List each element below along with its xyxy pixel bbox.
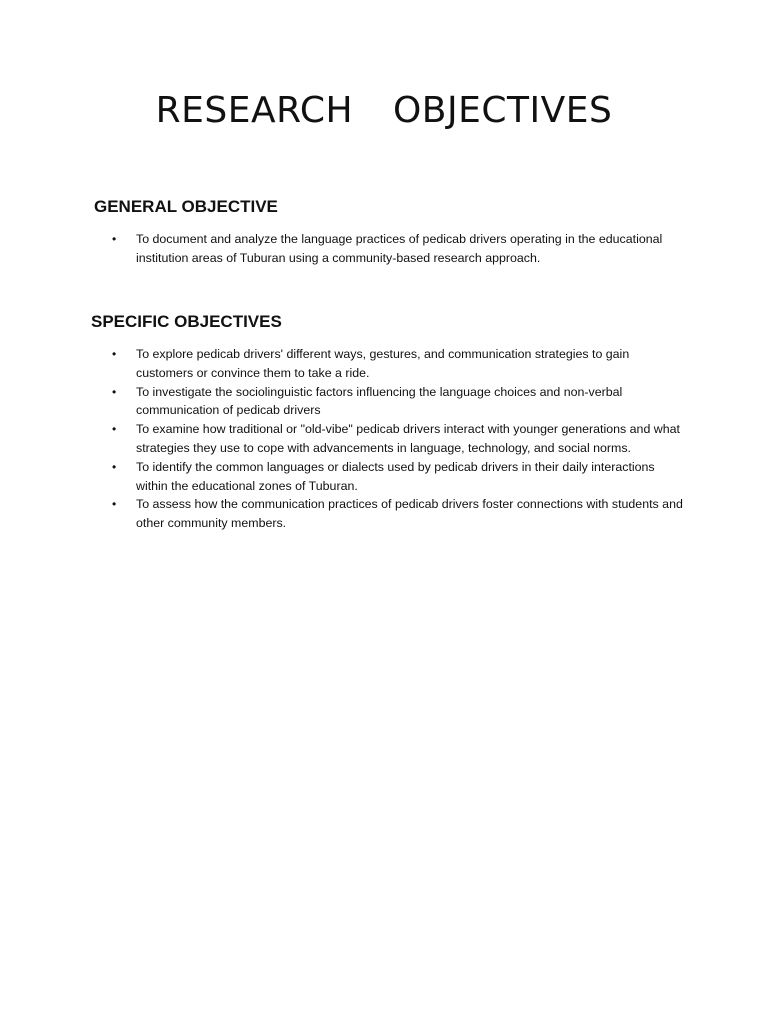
list-item [108,230,688,268]
page-title: RESEARCH OBJECTIVES [155,90,613,131]
specific-objectives-list [108,345,688,533]
bullet-icon: • [112,232,117,246]
general-objective-heading: GENERAL OBJECTIVE [94,197,278,216]
list-item [108,383,688,421]
bullet-icon: • [112,497,117,512]
list-item-text: To document and analyze the language practices of pedicab drivers operating in the educational institution areas of Tuburan using a community-based research approach. [136,232,663,265]
general-objective-list [108,230,688,268]
list-item-text: To identify the common languages or dialects used by pedicab drivers in their daily interactions within the educational zones of Tuburan. [136,459,655,493]
bullet-icon: • [112,384,117,399]
list-item-text: To investigate the sociolinguistic factors influencing the language choices and non-verbal communication of pedicab drivers [136,384,623,418]
specific-objectives-heading: SPECIFIC OBJECTIVES [91,312,282,331]
list-item [108,420,688,458]
bullet-icon: • [112,422,117,437]
list-item-text: To assess how the communication practices of pedicab drivers foster connections with students and other community members. [136,497,683,531]
list-item [108,458,688,496]
bullet-icon: • [112,347,117,361]
list-item [108,495,688,533]
list-item-text: To examine how traditional or "old-vibe" pedicab drivers interact with younger generations and what strategies they use to cope with advancements in language, technology, and social norms. [136,422,680,455]
list-item-text: To explore pedicab drivers' different ways, gestures, and communication strategies to gain customers or convince them to take a ride. [136,347,630,380]
list-item [108,345,688,383]
bullet-icon: • [112,459,117,474]
